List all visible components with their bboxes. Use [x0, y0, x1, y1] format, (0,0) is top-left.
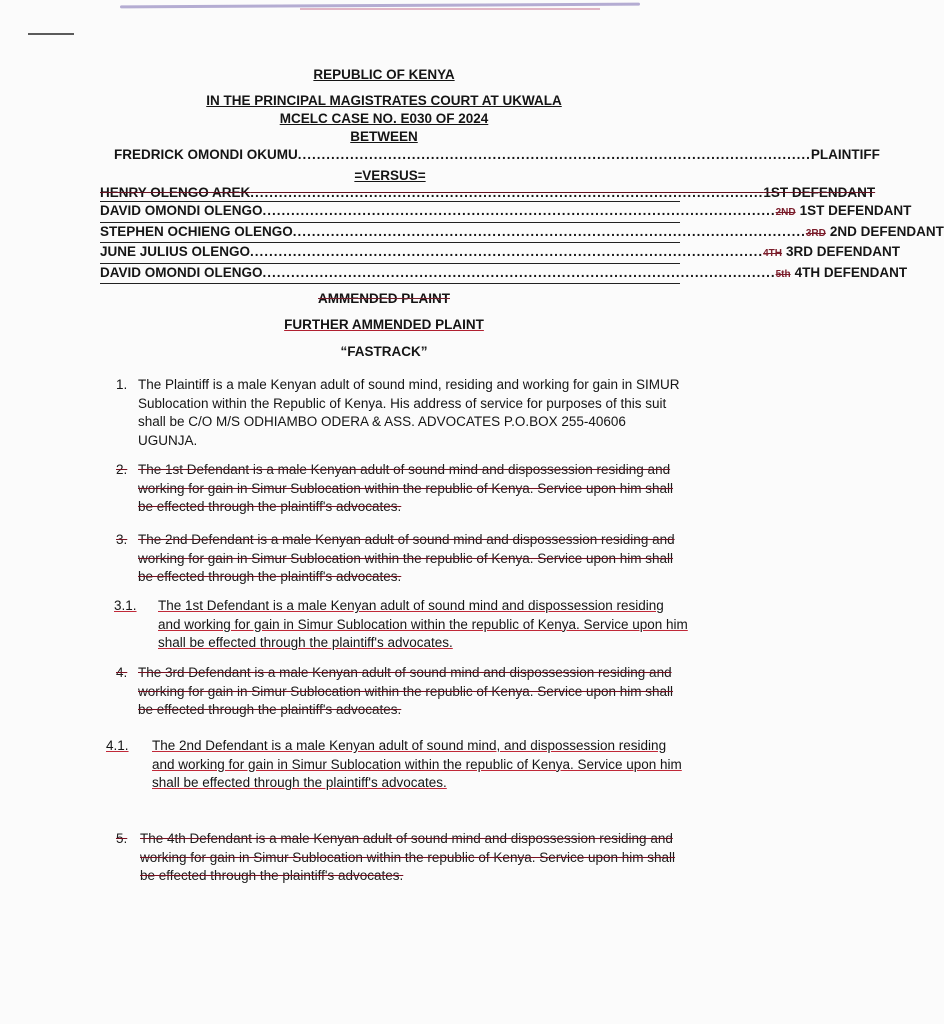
leader-dots: ............................................................................................................ [250, 244, 764, 259]
paragraph-number: 3. [116, 532, 128, 547]
paragraph-text: The 2nd Defendant is a male Kenyan adult of sound mind, and dispossession residing and working for gain in Simur Sublocation within the republic of Kenya. Service upon him shall be effected through the plaintiff's advocates. [152, 738, 682, 790]
defendant-name: HENRY OLENGO AREK [100, 184, 251, 200]
defendant-row [100, 223, 944, 244]
defendant-row [100, 202, 912, 223]
defendant-role: 3RD DEFENDANT [786, 244, 901, 259]
between-label: BETWEEN [350, 129, 418, 144]
paragraph [116, 531, 686, 587]
document-header [0, 66, 768, 146]
paragraph [114, 597, 688, 653]
defendant-name: DAVID OMONDI OLENGO [100, 264, 263, 280]
leader-dots: ............................................................................................................ [292, 223, 806, 239]
paragraph [116, 830, 688, 886]
paragraph-text: The Plaintiff is a male Kenyan adult of sound mind, residing and working for gain in SIMUR Sublocation within the Republic of Kenya. His address of service for purposes of this suit shall be C/O M/S ODHIAMBO ODERA & ASS. ADVOCATES P.O.BOX 255-40606 UGUNJA. [138, 377, 680, 448]
paragraph [116, 461, 686, 517]
case-number: MCELC CASE NO. E030 OF 2024 [279, 111, 489, 126]
fastrack-label: “FASTRACK” [340, 344, 428, 359]
paragraph [116, 376, 686, 450]
struck-ordinal: 2ND [775, 207, 796, 218]
struck-ordinal: 5th [775, 268, 791, 280]
leader-dots: ............................................................................................................ [262, 264, 776, 280]
defendant-name: JUNE JULIUS OLENGO [100, 244, 251, 259]
paragraph-text: The 4th Defendant is a male Kenyan adult of sound mind and dispossession residing and working for gain in Simur Sublocation within the republic of Kenya. Service upon him shall be effected through the plaintiff's advocates. [140, 831, 676, 883]
struck-ordinal: 3RD [805, 227, 826, 239]
leader-dots: ............................................................................................................ [250, 184, 764, 200]
scan-margin-mark [28, 33, 74, 35]
plaintiff-role: PLAINTIFF [810, 147, 880, 162]
defendant-role: 1ST DEFENDANT [763, 184, 876, 200]
plaint-titles [0, 290, 768, 361]
paragraph-number: 5. [116, 831, 128, 846]
paragraph-number: 3.1. [114, 598, 137, 613]
paragraph-number: 4.1. [106, 738, 129, 753]
struck-ordinal: 4TH [763, 248, 783, 259]
paragraph-text: The 3rd Defendant is a male Kenyan adult of sound mind and dispossession residing and working for gain in Simur Sublocation within the republic of Kenya. Service upon him shall be effected through the plaintiff's advocates. [138, 665, 674, 717]
paragraph-text: The 2nd Defendant is a male Kenyan adult of sound mind and dispossession residing and working for gain in Simur Sublocation within the republic of Kenya. Service upon him shall be effected through the plaintiff's advocates. [138, 532, 675, 584]
paragraph [116, 664, 686, 720]
country-heading: REPUBLIC OF KENYA [313, 67, 455, 82]
paragraph-text: The 1st Defendant is a male Kenyan adult of sound mind and dispossession residing and working for gain in Simur Sublocation within the republic of Kenya. Service upon him shall be effected through the plaintiff's advocates. [138, 462, 674, 514]
defendant-name: STEPHEN OCHIENG OLENGO [100, 223, 293, 239]
defendant-row [100, 184, 876, 203]
paragraph-number: 4. [116, 665, 128, 680]
paragraph [106, 737, 688, 793]
scan-top-mark-secondary [300, 8, 600, 10]
plaintiff-name: FREDRICK OMONDI OKUMU [114, 147, 298, 162]
defendant-row [100, 243, 901, 264]
versus-label: =VERSUS= [354, 167, 426, 183]
plaint-title: FURTHER AMMENDED PLAINT [284, 317, 484, 332]
leader-dots: ............................................................................................................ [297, 147, 811, 162]
parties-block [100, 146, 944, 284]
leader-dots: ............................................................................................................ [262, 203, 776, 218]
plaintiff-row [114, 146, 880, 164]
defendant-name: DAVID OMONDI OLENGO [100, 203, 263, 218]
defendant-role: 4TH DEFENDANT [794, 264, 908, 280]
paragraph-number: 2. [116, 462, 128, 477]
defendant-row [100, 264, 908, 285]
defendant-role: 1ST DEFENDANT [799, 203, 912, 218]
struck-title: AMMENDED PLAINT [318, 291, 450, 306]
paragraph-text: The 1st Defendant is a male Kenyan adult of sound mind and dispossession residing and working for gain in Simur Sublocation within the republic of Kenya. Service upon him shall be effected through the plaintiff's advocates. [158, 598, 688, 650]
court-heading: IN THE PRINCIPAL MAGISTRATES COURT AT UKWALA [206, 93, 562, 108]
paragraph-number: 1. [116, 377, 128, 392]
defendant-role: 2ND DEFENDANT [829, 223, 944, 239]
